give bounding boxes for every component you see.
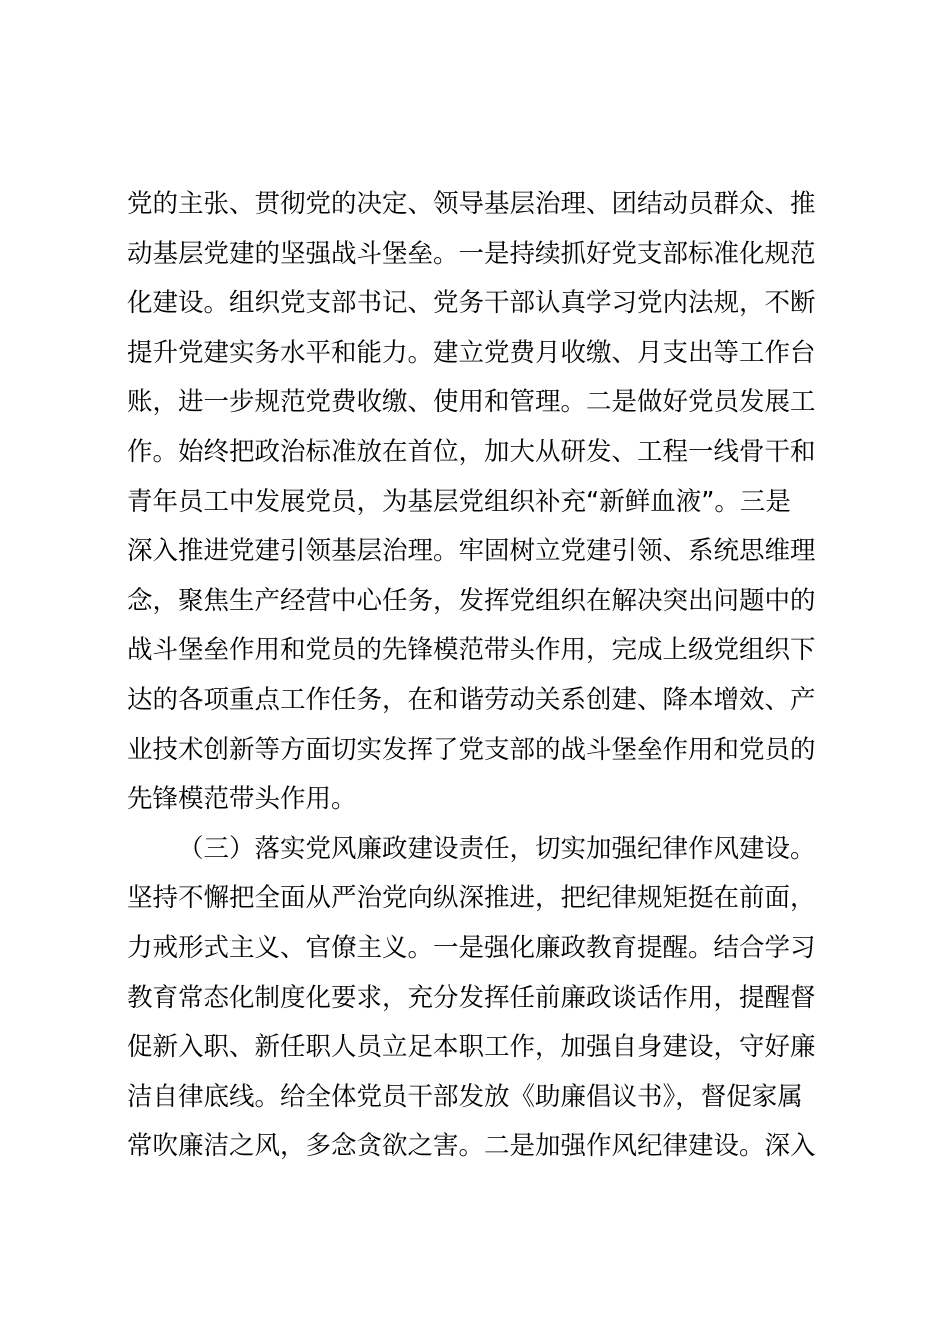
text-line: 提升党建实务水平和能力。建立党费月收缴、月支出等工作台 [127, 337, 816, 368]
text-line: 达的各项重点工作任务，在和谐劳动关系创建、降本增效、产 [127, 684, 816, 715]
text-line: 党的主张、贯彻党的决定、领导基层治理、团结动员群众、推 [127, 189, 816, 219]
text-line: 力戒形式主义、官僚主义。一是强化廉政教育提醒。结合学习 [127, 932, 816, 963]
text-line: 青年员工中发展党员，为基层党组织补充“新鲜血液”。三是 [127, 486, 791, 517]
text-line: 教育常态化制度化要求，充分发挥任前廉政谈话作用，提醒督 [127, 982, 816, 1013]
text-line: 战斗堡垒作用和党员的先锋模范带头作用，完成上级党组织下 [127, 635, 816, 666]
text-line: 促新入职、新任职人员立足本职工作，加强自身建设，守好廉 [127, 1032, 816, 1063]
text-line: 常吹廉洁之风，多念贪欲之害。二是加强作风纪律建设。深入 [127, 1131, 816, 1162]
text-line: 洁自律底线。给全体党员干部发放《助廉倡议书》，督促家属 [127, 1081, 803, 1112]
text-line: 深入推进党建引领基层治理。牢固树立党建引领、系统思维理 [127, 536, 816, 567]
body-text [127, 180, 837, 1172]
text-line: 化建设。组织党支部书记、党务干部认真学习党内法规，不断 [127, 288, 816, 319]
text-line: 账，进一步规范党费收缴、使用和管理。二是做好党员发展工 [127, 387, 816, 418]
text-line: 念，聚焦生产经营中心任务，发挥党组织在解决突出问题中的 [127, 585, 816, 616]
text-line: （三）落实党风廉政建设责任，切实加强纪律作风建设。 [178, 833, 816, 864]
text-line: 业技术创新等方面切实发挥了党支部的战斗堡垒作用和党员的 [127, 734, 816, 765]
text-line: 作。始终把政治标准放在首位，加大从研发、工程一线骨干和 [127, 436, 816, 467]
text-line: 动基层党建的坚强战斗堡垒。一是持续抓好党支部标准化规范 [127, 238, 816, 269]
text-line: 坚持不懈把全面从严治党向纵深推进，把纪律规矩挺在前面， [127, 883, 816, 914]
text-line: 先锋模范带头作用。 [127, 784, 357, 815]
